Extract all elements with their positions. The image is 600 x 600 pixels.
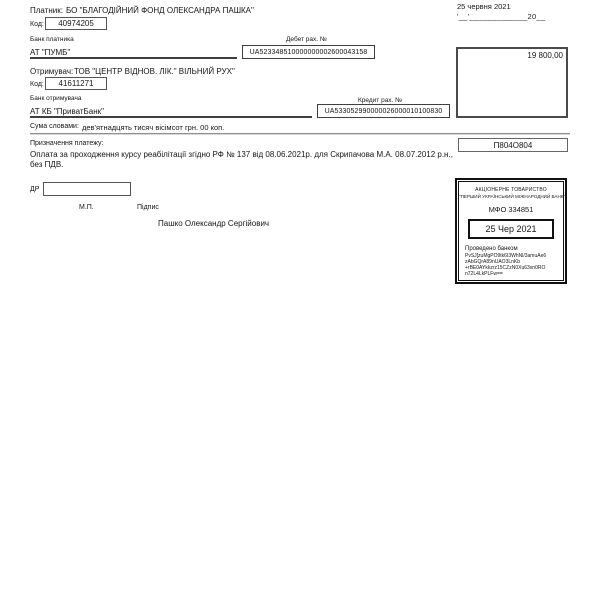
stamp-processed-label: Проведено банком [465, 246, 518, 252]
bank-stamp [455, 178, 567, 284]
bank-stamp-inner-border [458, 181, 564, 281]
stamp-org-name: "ПЕРШИЙ УКРАЇНСЬКИЙ МІЖНАРОДНИЙ БАНК" [459, 194, 566, 199]
stamp-org-type: АКЦІОНЕРНЕ ТОВАРИСТВО [475, 187, 547, 193]
amount-box [456, 47, 568, 118]
amount-words-value: дев'ятнадцять тисяч вісімсот грн. 00 коп. [82, 123, 225, 132]
stamp-hash-line-1: PvSJ[zuMgPO9tk6I3WhNl/3amuAe6 [465, 253, 547, 259]
credit-account-label: Кредит рах. № [358, 97, 403, 104]
dr-label: ДР [30, 186, 40, 193]
debit-account-label: Дебет рах. № [286, 36, 327, 43]
payer-bank-label: Банк платника [30, 36, 74, 43]
recipient-label: Отримувач: [30, 67, 74, 76]
document-number-box [458, 138, 568, 152]
recipient-code-box [45, 77, 107, 90]
payer-label: Платник: [30, 6, 63, 15]
purpose-label: Призначення платежу: [30, 140, 104, 147]
stamp-hash-line-2: zAbGQrA89nUAO3LnKb [465, 259, 521, 265]
debit-account-box [242, 45, 375, 59]
recipient-code-value: 41611271 [58, 79, 94, 88]
stamp-hash-line-4: n72L4LkPLFw== [465, 271, 503, 277]
payer-bank-underline [30, 57, 237, 59]
recipient-bank-name: АТ КБ "ПриватБанк" [30, 107, 105, 116]
purpose-text: Оплата за проходження курсу реабілітації згідно РФ № 137 від 08.06.2021р. для Скрипачова М.А. 08.07.2012 р.н., без ПДВ. [30, 150, 453, 169]
payer-code-value: 40974205 [58, 19, 94, 28]
payer-code-label: Код: [30, 21, 44, 28]
dr-box [43, 182, 131, 196]
document-date: 25 червня 2021 [457, 2, 511, 11]
stamp-date-box [468, 219, 554, 239]
credit-account-box [317, 104, 450, 118]
recipient-bank-underline [30, 116, 312, 118]
section-separator [30, 133, 570, 135]
payer-bank-name: АТ "ПУМБ" [30, 48, 71, 57]
payer-name: БО "БЛАГОДІЙНИЙ ФОНД ОЛЕКСАНДРА ПАШКА" [66, 6, 254, 15]
signature-label: Підпис [137, 204, 159, 211]
recipient-code-label: Код: [30, 81, 44, 88]
stamp-date-value: 25 Чер 2021 [485, 224, 537, 234]
stamp-place-label: М.П. [79, 204, 94, 211]
date-blank-line: '__'_____________20__ [457, 12, 546, 21]
recipient-bank-label: Банк отримувача [30, 95, 82, 102]
signer-name: Пашко Олександр Сергійович [158, 219, 270, 228]
debit-account-value: UA523348510000000002600043158 [249, 48, 368, 56]
credit-account-value: UA533052990000026000010100830 [324, 107, 443, 115]
document-number-value: П804О804 [493, 140, 533, 150]
stamp-mfo: МФО 334851 [488, 205, 534, 214]
payer-code-box [45, 17, 107, 30]
amount-words-label: Сума словами: [30, 123, 79, 130]
amount-value: 19 800,00 [527, 51, 563, 60]
stamp-hash-line-3: +rBE0AYkkzrz15CZzN0Xu63xn0RO [465, 265, 546, 271]
recipient-name: ТОВ "ЦЕНТР ВІДНОВ. ЛІК." ВІЛЬНИЙ РУХ" [74, 67, 235, 76]
